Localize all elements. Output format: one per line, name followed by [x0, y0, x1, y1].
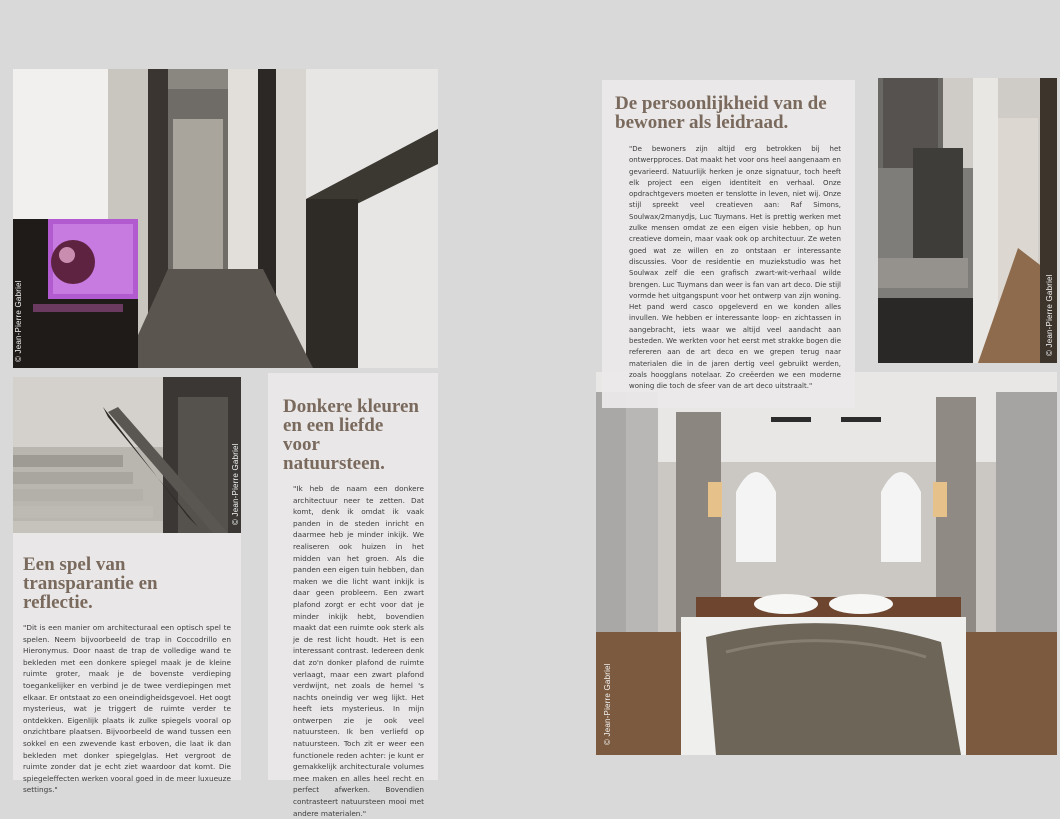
photo-staircase — [13, 377, 241, 533]
photo-credit: © Jean-Pierre Gabriel — [14, 280, 23, 362]
photo-corridor-purple-niche — [13, 69, 438, 368]
photo-credit: © Jean-Pierre Gabriel — [231, 443, 240, 525]
panel-persoonlijkheid — [602, 80, 855, 408]
photo-stone-hallway — [878, 78, 1057, 363]
section-body: "Dit is een manier om architecturaal een optisch spel te spelen. Neem bijvoorbeeld de trap in Coccodrillo en Hieronymus. Door naast de trap de volledige wand te bekleden met een donkere spiegel maak je de kleine ruimte groter, maak je de bovenste verdieping toegankelijker en verbind je de twee verdiepingen met elkaar. Er ontstaat zo een oneindigheidsgevoel. Het oogt mysterieus, wat je triggert de ruimte verder te ontdekken. Eigenlijk plaats ik zulke spiegels vooral op onzichtbare plaatsen. Bijvoorbeeld de wand tussen een sokkel en een zwevende kast erboven, die laat ik dan bekleden met donker spiegelglas. Het vergroot de ruimte zonder dat je echt ziet waardoor dat komt. Die spiegeleffecten werken vooral goed in de meer luxueuze settings." — [23, 623, 231, 795]
panel-transparantie — [13, 533, 241, 795]
section-heading: Donkere kleuren en een liefde voor natuursteen. — [283, 396, 419, 474]
section-heading: Een spel van transparantie en reflectie. — [23, 554, 158, 613]
section-body: "De bewoners zijn altijd erg betrokken bij het ontwerpproces. Dat maakt het voor ons heel aangenaam en gevarieerd. Natuurlijk herken je onze signatuur, toch heeft elk project een eigen identiteit en verhaal. Onze opdrachtgevers moeten er tenslotte in leven, niet wij. Onze stijl spreekt veel creatieven aan: Raf Simons, Soulwax/2manydjs, Luc Tuymans. Het is prettig werken met zulke mensen omdat ze een eigen visie hebben, op hun creatieve domein, maar vaak ook op architectuur. Ze weten goed wat ze willen en zo ontstaan er interessante discussies. Voor de residentie en muziekstudio was het Soulwax zelf die een grafisch zwart-wit-verhaal wilde brengen. Luc Tuymans dan weer is fan van art deco. Die stijl vormde het uitgangspunt voor het ontwerp van zijn woning. Het pand werd casco opgeleverd en we konden alles invullen. We hebben er interessante loop- en zichtassen in aangebracht, iets waar we altijd veel aandacht aan besteden. We werkten voor het eerst met strakke bogen die refereren aan de art deco en we grepen terug naar materialen die in de jaren dertig veel gebruikt werden, zoals hoogglans notelaar. Zo creëerden we een moderne woning die toch de sfeer van de art deco uitstraalt." — [629, 145, 841, 391]
photo-credit: © Jean-Pierre Gabriel — [1045, 274, 1054, 356]
panel-donkere-kleuren — [268, 373, 438, 818]
section-heading: De persoonlijkheid van de bewoner als leidraad. — [615, 93, 827, 133]
photo-credit: © Jean-Pierre Gabriel — [603, 663, 612, 745]
photo-bedroom — [596, 372, 1057, 755]
section-body: "Ik heb de naam een donkere architectuur neer te zetten. Dat komt, denk ik omdat ik vaak panden in de steden inricht en daarmee heb je minder inkijk. We realiseren ook huizen in het midden van het groen. Als die panden een eigen tuin hebben, dan maken we die licht want inkijk is daar geen probleem. Een zwart plafond zorgt er echt voor dat je minder inkijk hebt, bovendien maakt dat een ruimte ook sterk als je de rest licht houdt. Het is een interessant contrast. Iedereen denk dat zo'n donker plafond de ruimte verlaagt, maar een zwart plafond verdwijnt, net zoals de hemel 's nachts oneindig ver weg lijkt. Het heeft iets mysterieus. In mijn ontwerpen zie je ook veel natuursteen. Ik ben verliefd op natuursteen. Toch zit er weer een functionele reden achter: je kunt er gemakkelijk architecturale volumes mee maken en alles heel recht en perfect afwerken. Bovendien contrasteert natuursteen mooi met andere materialen." — [293, 484, 424, 818]
